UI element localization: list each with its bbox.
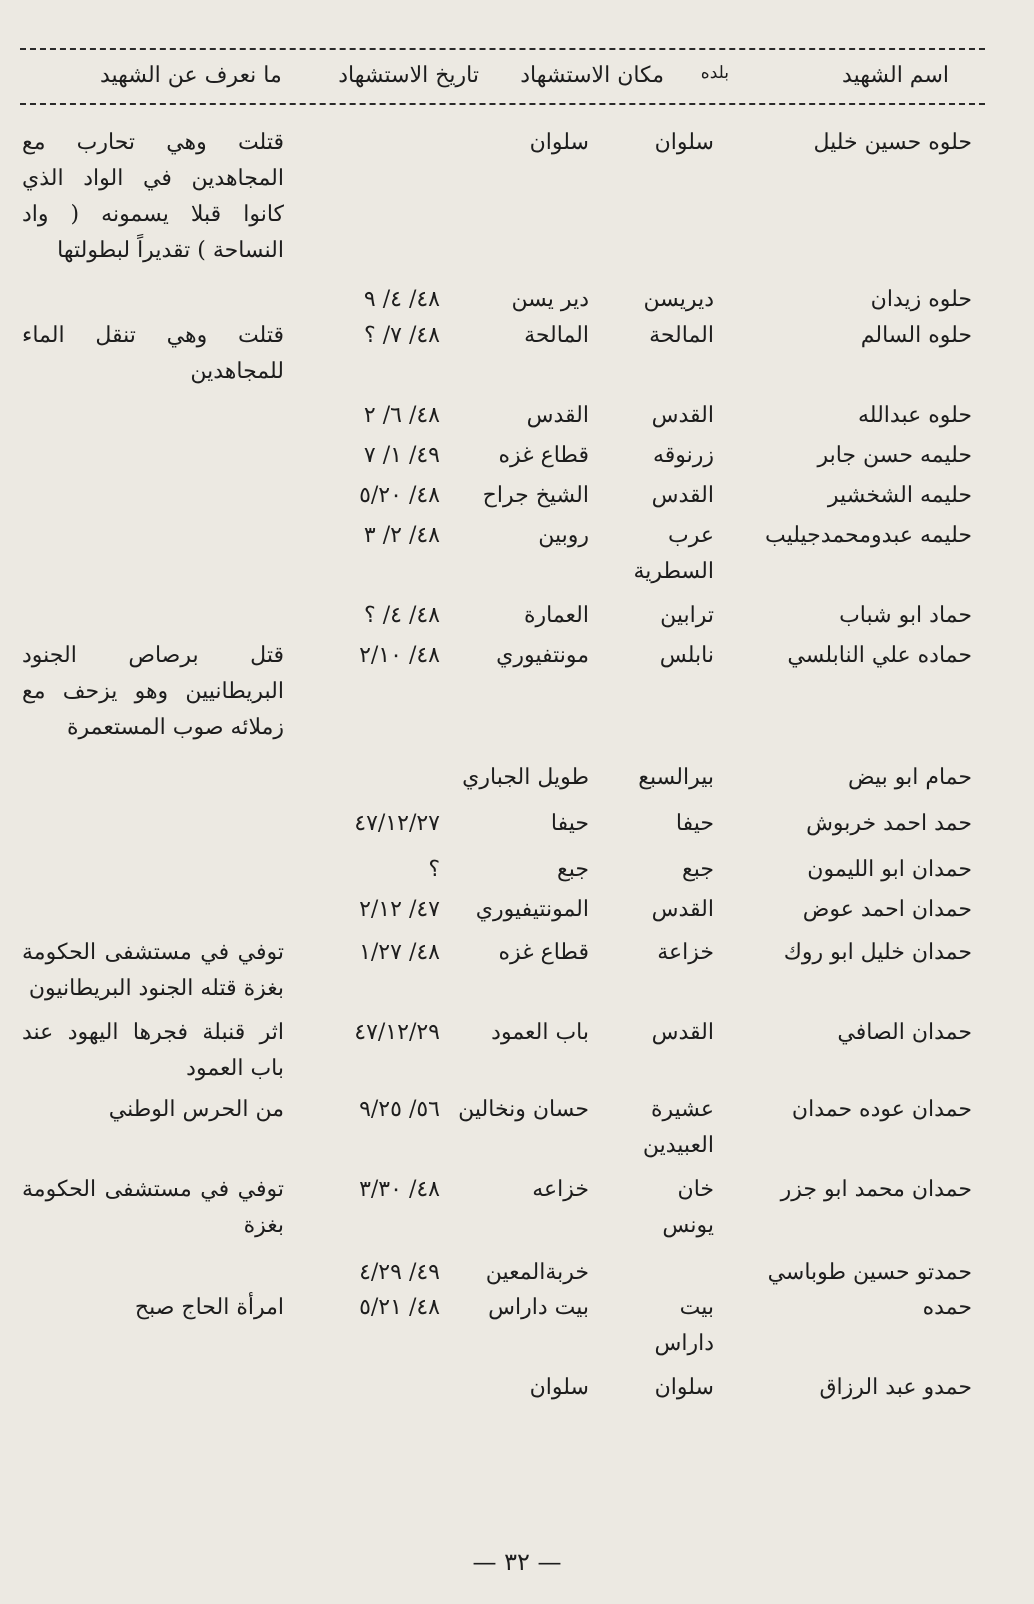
record-town: خان يونس bbox=[662, 1177, 714, 1238]
record-place: المونتيفيوري bbox=[475, 897, 589, 922]
record-name: حليمه الشخشير bbox=[827, 483, 972, 508]
header-place: مكان الاستشهاد bbox=[520, 63, 664, 88]
header-town: بلده bbox=[700, 63, 729, 83]
record-date: ٤٨/ ٣/٣٠ bbox=[359, 1177, 440, 1202]
record-name: حليمه عبدومحمدجيليب bbox=[765, 523, 972, 548]
record-note: قتلت وهي تحارب مع المجاهدين في الواد الذي كانوا قبلا يسمونه ( واد النساحة ) تقديراً لبطولتها bbox=[22, 130, 284, 263]
record-name: حمام ابو بيض bbox=[848, 765, 972, 790]
record-place: حسان ونخالين bbox=[458, 1097, 589, 1122]
header-date: تاريخ الاستشهاد bbox=[338, 63, 479, 88]
record-town: خزاعة bbox=[657, 940, 714, 965]
record-date: ٤٨/ ١/٢٧ bbox=[359, 940, 440, 965]
record-place: القدس bbox=[526, 403, 589, 428]
record-place: سلوان bbox=[529, 130, 589, 155]
record-date: ٤٨/ ٥/٢١ bbox=[359, 1295, 440, 1320]
record-name: حماد ابو شباب bbox=[839, 603, 972, 628]
record-date: ٤٨/ ٢/ ٣ bbox=[363, 523, 440, 548]
record-place: سلوان bbox=[529, 1375, 589, 1400]
record-town: نابلس bbox=[659, 643, 714, 668]
table-header bbox=[0, 55, 1034, 99]
record-name: حلوه زيدان bbox=[870, 287, 972, 312]
record-town: المالحة bbox=[649, 323, 714, 348]
record-note: قتلت وهي تنقل الماء للمجاهدين bbox=[22, 323, 284, 384]
record-town: القدس bbox=[651, 897, 714, 922]
record-town: عشيرة العبيدين bbox=[642, 1097, 714, 1158]
record-town: القدس bbox=[651, 403, 714, 428]
record-name: حمدتو حسين طوباسي bbox=[767, 1260, 972, 1285]
top-dashed-rule bbox=[20, 48, 985, 50]
record-place: باب العمود bbox=[491, 1020, 589, 1045]
record-date: ٤٧/١٢/٢٧ bbox=[354, 811, 440, 836]
record-place: روبين bbox=[538, 523, 589, 548]
record-place: جبع bbox=[557, 857, 589, 882]
record-place: دير يسن bbox=[511, 287, 589, 312]
record-name: حمدان احمد عوض bbox=[802, 897, 972, 922]
record-town: ترابين bbox=[660, 603, 714, 628]
record-town: القدس bbox=[651, 1020, 714, 1045]
record-town: بيرالسبع bbox=[638, 765, 714, 790]
record-note: امرأة الحاج صبح bbox=[134, 1295, 284, 1320]
record-town: عرب السطرية bbox=[633, 523, 714, 584]
record-name: حمدان خليل ابو روك bbox=[783, 940, 972, 965]
record-town: جبع bbox=[682, 857, 714, 882]
record-date: ٤٨/ ٥/٢٠ bbox=[359, 483, 440, 508]
record-name: حليمه حسن جابر bbox=[817, 443, 972, 468]
record-place: خربةالمعين bbox=[485, 1260, 589, 1285]
record-note: اثر قنبلة فجرها اليهود عند باب العمود bbox=[22, 1020, 284, 1081]
record-town: سلوان bbox=[654, 1375, 714, 1400]
record-date: ٤٨/ ٢/١٠ bbox=[359, 643, 440, 668]
record-place: طويل الجباري bbox=[462, 765, 589, 790]
record-name: حمدان محمد ابو جزر bbox=[780, 1177, 972, 1202]
record-place: قطاع غزه bbox=[498, 443, 589, 468]
record-name: حلوه حسين خليل bbox=[813, 130, 972, 155]
record-town: ديريسن bbox=[643, 287, 714, 312]
page-number: — ٣٢ — bbox=[472, 1548, 562, 1576]
record-date: ٥٦/ ٩/٢٥ bbox=[359, 1097, 440, 1122]
record-date: ٤٨/ ٤/ ؟ bbox=[364, 603, 440, 628]
header-dashed-rule bbox=[20, 103, 985, 105]
record-town: سلوان bbox=[654, 130, 714, 155]
record-town: القدس bbox=[651, 483, 714, 508]
record-town: بيت داراس bbox=[654, 1295, 714, 1356]
record-note: من الحرس الوطني bbox=[108, 1097, 284, 1122]
record-name: حمدو عبد الرزاق bbox=[819, 1375, 972, 1400]
record-name: حلوه السالم bbox=[860, 323, 972, 348]
record-place: خزاعه bbox=[532, 1177, 589, 1202]
record-place: قطاع غزه bbox=[498, 940, 589, 965]
record-place: الشيخ جراح bbox=[482, 483, 589, 508]
record-place: المالحة bbox=[524, 323, 589, 348]
record-name: حلوه عبدالله bbox=[858, 403, 972, 428]
record-name: حمدان ابو الليمون bbox=[807, 857, 972, 882]
record-name: حماده علي النابلسي bbox=[787, 643, 972, 668]
record-town: زرنوقه bbox=[652, 443, 714, 468]
record-date: ٤٩/ ١/ ٧ bbox=[363, 443, 440, 468]
record-date: ٤٧/ ٢/١٢ bbox=[359, 897, 440, 922]
record-name: حمدان عوده حمدان bbox=[791, 1097, 972, 1122]
record-note: قتل برصاص الجنود البريطانيين وهو يزحف مع زملائه صوب المستعمرة bbox=[22, 643, 284, 740]
record-date: ٤٨/ ٧/ ؟ bbox=[364, 323, 440, 348]
record-place: العمارة bbox=[523, 603, 589, 628]
record-note: توفي في مستشفى الحكومة بغزة قتله الجنود البريطانيون bbox=[22, 940, 284, 1001]
header-name: اسم الشهيد bbox=[842, 63, 949, 88]
record-date: ٤٩/ ٤/٢٩ bbox=[359, 1260, 440, 1285]
record-date: ؟ bbox=[428, 857, 440, 882]
record-date: ٤٨/ ٤/ ٩ bbox=[363, 287, 440, 312]
record-place: بيت داراس bbox=[488, 1295, 589, 1320]
record-name: حمده bbox=[922, 1295, 972, 1320]
header-notes: ما نعرف عن الشهيد bbox=[100, 63, 282, 88]
record-town: حيفا bbox=[675, 811, 714, 836]
record-note: توفي في مستشفى الحكومة بغزة bbox=[22, 1177, 284, 1238]
record-name: حمدان الصافي bbox=[837, 1020, 972, 1045]
record-date: ٤٧/١٢/٢٩ bbox=[354, 1020, 440, 1045]
record-place: مونتفيوري bbox=[496, 643, 589, 668]
record-place: حيفا bbox=[550, 811, 589, 836]
record-name: حمد احمد خربوش bbox=[806, 811, 972, 836]
record-date: ٤٨/ ٦/ ٢ bbox=[363, 403, 440, 428]
